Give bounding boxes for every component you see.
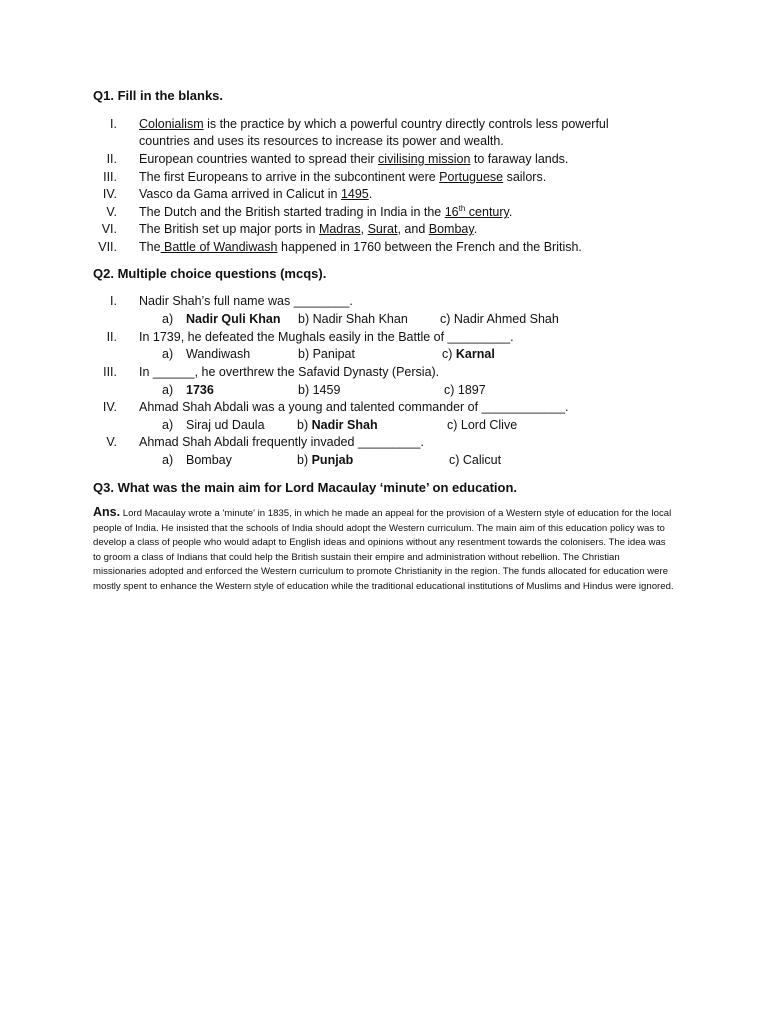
option-c: c) Calicut <box>449 453 502 467</box>
q1-item-7 <box>0 238 768 256</box>
item-text: European countries wanted to spread their <box>139 152 379 166</box>
item-text: countries and uses its resources to increase its power and wealth. <box>139 134 504 148</box>
q2-options-2 <box>0 345 768 363</box>
answer-blank: Bombay <box>428 222 474 236</box>
item-text: . <box>473 222 478 236</box>
item-number: IV. <box>102 400 117 414</box>
q1-item-1-continuation <box>0 132 768 150</box>
q1-item-6 <box>0 220 768 238</box>
option-c-label: c) <box>442 347 456 361</box>
item-text: The first Europeans to arrive in the subcontinent were <box>139 170 440 184</box>
item-number: I. <box>110 294 117 308</box>
answer-blank: century <box>465 205 509 219</box>
item-text: The Dutch and the British started trading in India in the <box>139 205 445 219</box>
q3-heading: Q3. What was the main aim for Lord Macaulay ‘minute’ on education. <box>93 480 518 495</box>
item-number: III. <box>103 170 117 184</box>
answer-blank: 16 <box>444 205 459 219</box>
option-c: c) Nadir Ahmed Shah <box>440 312 559 326</box>
item-text: sailors. <box>503 170 547 184</box>
option-b-label: b) <box>297 418 312 432</box>
option-a: Wandiwash <box>186 347 251 361</box>
item-number: VI. <box>101 222 117 236</box>
question-text: Ahmad Shah Abdali was a young and talented commander of ____________. <box>139 400 569 414</box>
item-number: II. <box>106 152 117 166</box>
option-b: Punjab <box>311 453 354 467</box>
q2-heading: Q2. Multiple choice questions (mcqs). <box>93 266 327 281</box>
option-b: b) 1459 <box>298 383 341 397</box>
answer-text: Lord Macaulay wrote a 'minute' in 1835, in which he made an appeal for the provision of a Western style of education for the local people of India. He insisted that the schools of India should adopt the Western curriculum. The main aim of this education policy was to develop a class of people who would adapt to English ideas and opinions without any resentment towards the colonisers. The idea was to groom a class of Indians that could help the British sustain their empire and administration without rebellion. The Christian missionaries adopted and enforced the Western curriculum to promote Christianity in the region. The funds allocated for education were mostly spent to enhance the Western style of education while the traditional educational institutions of Muslims and Hindus were ignored. <box>93 508 674 592</box>
q2-options-5 <box>0 451 768 469</box>
answer-blank: Madras <box>318 222 361 236</box>
item-text: , <box>360 222 368 236</box>
answer-blank: Portuguese <box>439 170 504 184</box>
answer-blank: civilising mission <box>378 152 471 166</box>
answer-blank: 1495 <box>340 187 369 201</box>
item-number: I. <box>110 117 117 131</box>
option-a: Nadir Quli Khan <box>186 312 281 326</box>
q1-item-3 <box>0 168 768 186</box>
question-text: In ______, he overthrew the Safavid Dynasty (Persia). <box>139 365 440 379</box>
item-text: , and <box>397 222 429 236</box>
option-a-label: a) <box>162 312 174 326</box>
q2-question-3 <box>0 363 768 381</box>
q2-question-1 <box>0 292 768 310</box>
option-b: Nadir Shah <box>311 418 378 432</box>
item-number: II. <box>106 330 117 344</box>
q2-options-4 <box>0 416 768 434</box>
item-text: to faraway lands. <box>470 152 569 166</box>
q2-question-4 <box>0 398 768 416</box>
item-text: . <box>508 205 513 219</box>
q1-item-2 <box>0 150 768 168</box>
option-c: c) 1897 <box>444 383 486 397</box>
question-text: In 1739, he defeated the Mughals easily in the Battle of _________. <box>139 330 514 344</box>
option-a-label: a) <box>162 347 174 361</box>
q1-heading: Q1. Fill in the blanks. <box>93 88 224 103</box>
answer-label: Ans. <box>93 505 121 519</box>
item-text: is the practice by which a powerful country directly controls less powerful <box>203 117 609 131</box>
item-text: Vasco da Gama arrived in Calicut in <box>139 187 341 201</box>
option-a-label: a) <box>162 383 174 397</box>
item-number: III. <box>103 365 117 379</box>
option-c: Karnal <box>455 347 495 361</box>
q1-item-1 <box>0 115 768 133</box>
item-number: V. <box>106 205 117 219</box>
q1-item-4 <box>0 185 768 203</box>
option-b: b) Nadir Shah Khan <box>298 312 408 326</box>
q2-options-1 <box>0 310 768 328</box>
item-text: . <box>368 187 373 201</box>
answer-blank: Colonialism <box>139 117 204 131</box>
item-text: The <box>139 240 161 254</box>
option-a: Bombay <box>186 453 232 467</box>
item-number: IV. <box>102 187 117 201</box>
answer-blank: Surat <box>367 222 398 236</box>
superscript: th <box>458 204 466 213</box>
q2-question-2 <box>0 328 768 346</box>
option-b: b) Panipat <box>298 347 355 361</box>
question-text: Ahmad Shah Abdali frequently invaded _________. <box>139 435 424 449</box>
option-a: Siraj ud Daula <box>186 418 265 432</box>
item-number: V. <box>106 435 117 449</box>
option-a: 1736 <box>186 383 214 397</box>
answer-paragraph <box>93 505 675 595</box>
item-text: happened in 1760 between the French and the British. <box>277 240 582 254</box>
option-a-label: a) <box>162 453 174 467</box>
option-c: c) Lord Clive <box>447 418 518 432</box>
q2-question-5 <box>0 433 768 451</box>
item-text: The British set up major ports in <box>139 222 319 236</box>
option-a-label: a) <box>162 418 174 432</box>
option-b-label: b) <box>297 453 312 467</box>
question-text: Nadir Shah’s full name was ________. <box>139 294 353 308</box>
answer-blank: Battle of Wandiwash <box>160 240 278 254</box>
q1-item-5 <box>0 203 768 221</box>
item-number: VII. <box>98 240 117 254</box>
q2-options-3 <box>0 381 768 399</box>
